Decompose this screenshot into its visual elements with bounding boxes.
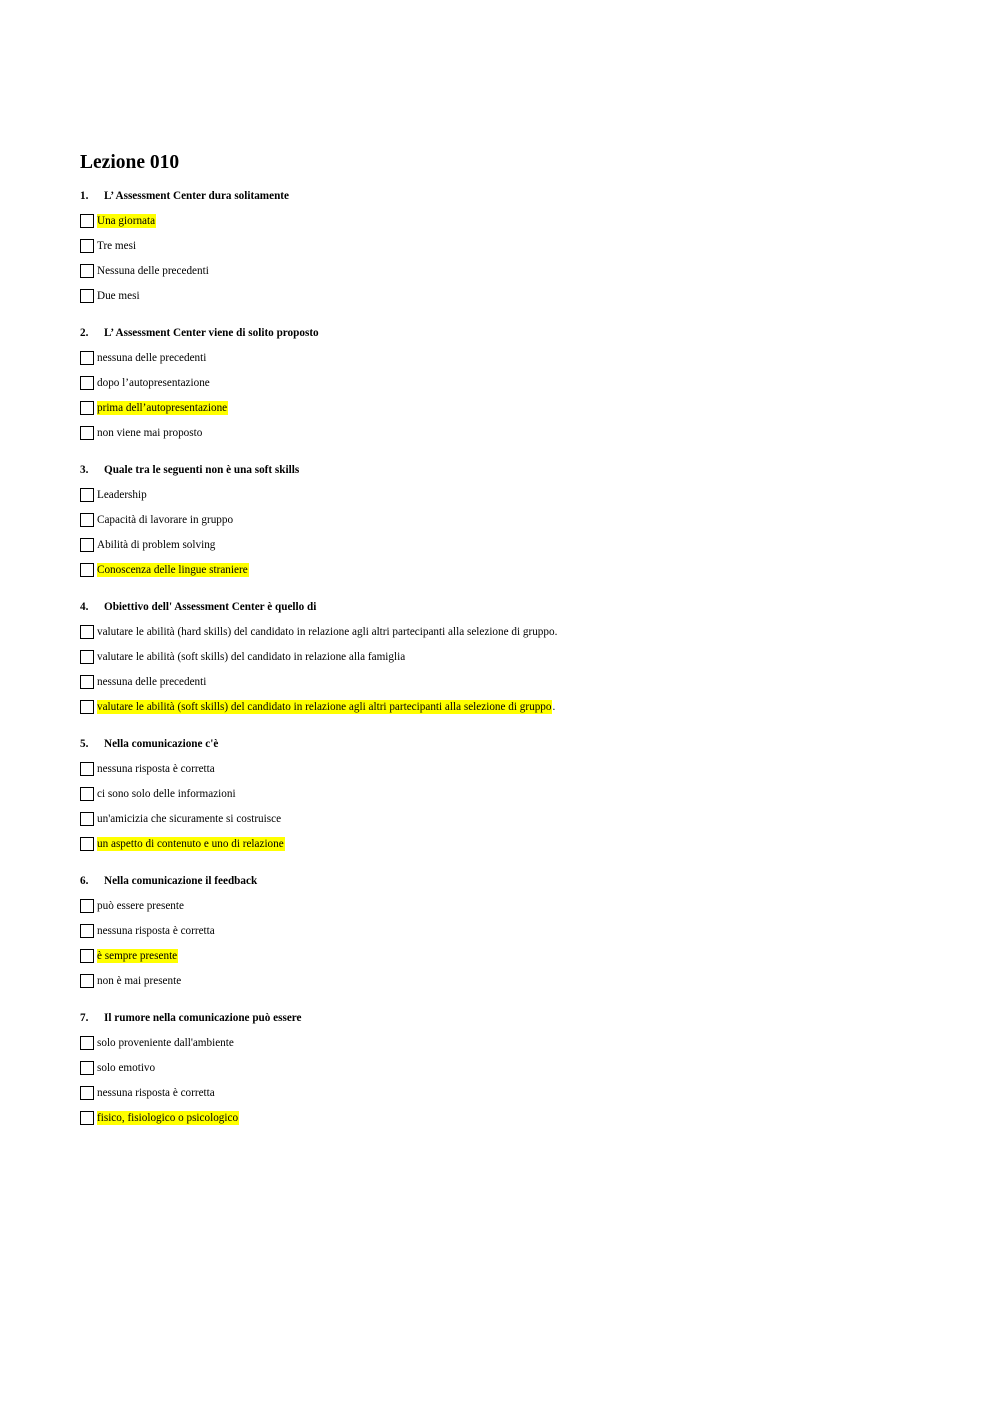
answer-option[interactable] [80, 923, 960, 939]
checkbox-icon[interactable] [80, 812, 94, 826]
answer-option[interactable] [80, 425, 960, 441]
correct-answer-label: Conoscenza delle lingue straniere [97, 564, 248, 576]
question-4 [80, 599, 960, 715]
question-heading [80, 736, 960, 752]
answer-option[interactable] [80, 699, 960, 715]
answer-option[interactable] [80, 898, 960, 914]
question-number: 4. [80, 601, 89, 613]
answer-option[interactable] [80, 512, 960, 528]
answer-label: può essere presente [97, 900, 184, 912]
checkbox-icon[interactable] [80, 1111, 94, 1125]
answer-suffix: . [552, 701, 556, 713]
checkbox-icon[interactable] [80, 538, 94, 552]
answer-label: un'amicizia che sicuramente si costruisce [97, 813, 282, 825]
answer-label: valutare le abilità (hard skills) del candidato in relazione agli altri partecipanti alla selezione di gruppo. [97, 626, 558, 638]
question-7 [80, 1010, 960, 1126]
checkbox-icon[interactable] [80, 924, 94, 938]
checkbox-icon[interactable] [80, 700, 94, 714]
answer-option[interactable] [80, 537, 960, 553]
answer-label: nessuna delle precedenti [97, 352, 207, 364]
question-heading [80, 1010, 960, 1026]
checkbox-icon[interactable] [80, 1036, 94, 1050]
question-text: L’ Assessment Center viene di solito proposto [104, 327, 319, 339]
answer-label: dopo l’autopresentazione [97, 377, 210, 389]
answer-label: nessuna risposta è corretta [97, 925, 215, 937]
correct-answer-label: fisico, fisiologico o psicologico [97, 1112, 239, 1124]
question-text: Il rumore nella comunicazione può essere [104, 1012, 302, 1024]
checkbox-icon[interactable] [80, 351, 94, 365]
question-2 [80, 325, 960, 441]
question-text: L’ Assessment Center dura solitamente [104, 190, 289, 202]
correct-answer-label: prima dell’autopresentazione [97, 402, 228, 414]
question-6 [80, 873, 960, 989]
checkbox-icon[interactable] [80, 488, 94, 502]
question-number: 2. [80, 327, 89, 339]
answer-option[interactable] [80, 263, 960, 279]
answer-option[interactable] [80, 288, 960, 304]
answer-label: Nessuna delle precedenti [97, 265, 209, 277]
checkbox-icon[interactable] [80, 787, 94, 801]
lesson-title: Lezione 010 [80, 152, 180, 173]
question-text: Quale tra le seguenti non è una soft skills [104, 464, 300, 476]
correct-answer-label: un aspetto di contenuto e uno di relazione [97, 838, 284, 850]
question-heading [80, 873, 960, 889]
answer-label: solo emotivo [97, 1062, 156, 1074]
question-number: 5. [80, 738, 89, 750]
answer-option[interactable] [80, 1035, 960, 1051]
checkbox-icon[interactable] [80, 625, 94, 639]
question-number: 3. [80, 464, 89, 476]
question-5 [80, 736, 960, 852]
checkbox-icon[interactable] [80, 1061, 94, 1075]
checkbox-icon[interactable] [80, 426, 94, 440]
answer-option[interactable] [80, 836, 960, 852]
question-text: Nella comunicazione il feedback [104, 875, 258, 887]
answer-label: Leadership [97, 489, 147, 501]
question-list [80, 188, 960, 1126]
answer-label: nessuna risposta è corretta [97, 1087, 215, 1099]
checkbox-icon[interactable] [80, 1086, 94, 1100]
answer-option[interactable] [80, 213, 960, 229]
answer-option[interactable] [80, 375, 960, 391]
answer-label: solo proveniente dall'ambiente [97, 1037, 234, 1049]
question-heading [80, 462, 960, 478]
checkbox-icon[interactable] [80, 675, 94, 689]
checkbox-icon[interactable] [80, 974, 94, 988]
checkbox-icon[interactable] [80, 376, 94, 390]
answer-label: valutare le abilità (soft skills) del candidato in relazione alla famiglia [97, 651, 406, 663]
answer-option[interactable] [80, 350, 960, 366]
correct-answer-label: valutare le abilità (soft skills) del candidato in relazione agli altri partecipanti alla selezione di gruppo [97, 701, 552, 713]
checkbox-icon[interactable] [80, 513, 94, 527]
answer-label: Abilità di problem solving [97, 539, 216, 551]
checkbox-icon[interactable] [80, 650, 94, 664]
answer-label: non è mai presente [97, 975, 182, 987]
correct-answer-label: Una giornata [97, 215, 156, 227]
question-number: 1. [80, 190, 89, 202]
checkbox-icon[interactable] [80, 949, 94, 963]
answer-option[interactable] [80, 1085, 960, 1101]
question-heading [80, 325, 960, 341]
answer-label: Tre mesi [97, 240, 137, 252]
checkbox-icon[interactable] [80, 762, 94, 776]
question-number: 6. [80, 875, 89, 887]
question-3 [80, 462, 960, 578]
answer-option[interactable] [80, 562, 960, 578]
answer-option[interactable] [80, 400, 960, 416]
answer-option[interactable] [80, 624, 960, 640]
checkbox-icon[interactable] [80, 563, 94, 577]
answer-option[interactable] [80, 674, 960, 690]
question-heading [80, 599, 960, 615]
answer-option[interactable] [80, 786, 960, 802]
answer-option[interactable] [80, 1110, 960, 1126]
answer-label: ci sono solo delle informazioni [97, 788, 236, 800]
checkbox-icon[interactable] [80, 239, 94, 253]
question-heading [80, 188, 960, 204]
checkbox-icon[interactable] [80, 214, 94, 228]
document-page [80, 150, 960, 1126]
answer-label: Capacità di lavorare in gruppo [97, 514, 234, 526]
checkbox-icon[interactable] [80, 289, 94, 303]
checkbox-icon[interactable] [80, 264, 94, 278]
answer-option[interactable] [80, 973, 960, 989]
answer-label: nessuna risposta è corretta [97, 763, 215, 775]
checkbox-icon[interactable] [80, 899, 94, 913]
question-1 [80, 188, 960, 304]
answer-option[interactable] [80, 948, 960, 964]
question-number: 7. [80, 1012, 89, 1024]
answer-option[interactable] [80, 649, 960, 665]
answer-option[interactable] [80, 1060, 960, 1076]
answer-label: Due mesi [97, 290, 140, 302]
answer-option[interactable] [80, 487, 960, 503]
checkbox-icon[interactable] [80, 401, 94, 415]
answer-option[interactable] [80, 761, 960, 777]
answer-option[interactable] [80, 811, 960, 827]
question-text: Nella comunicazione c'è [104, 738, 219, 750]
answer-option[interactable] [80, 238, 960, 254]
answer-label: nessuna delle precedenti [97, 676, 207, 688]
question-text: Obiettivo dell' Assessment Center è quello di [104, 601, 317, 613]
answer-label: non viene mai proposto [97, 427, 203, 439]
correct-answer-label: è sempre presente [97, 950, 178, 962]
checkbox-icon[interactable] [80, 837, 94, 851]
